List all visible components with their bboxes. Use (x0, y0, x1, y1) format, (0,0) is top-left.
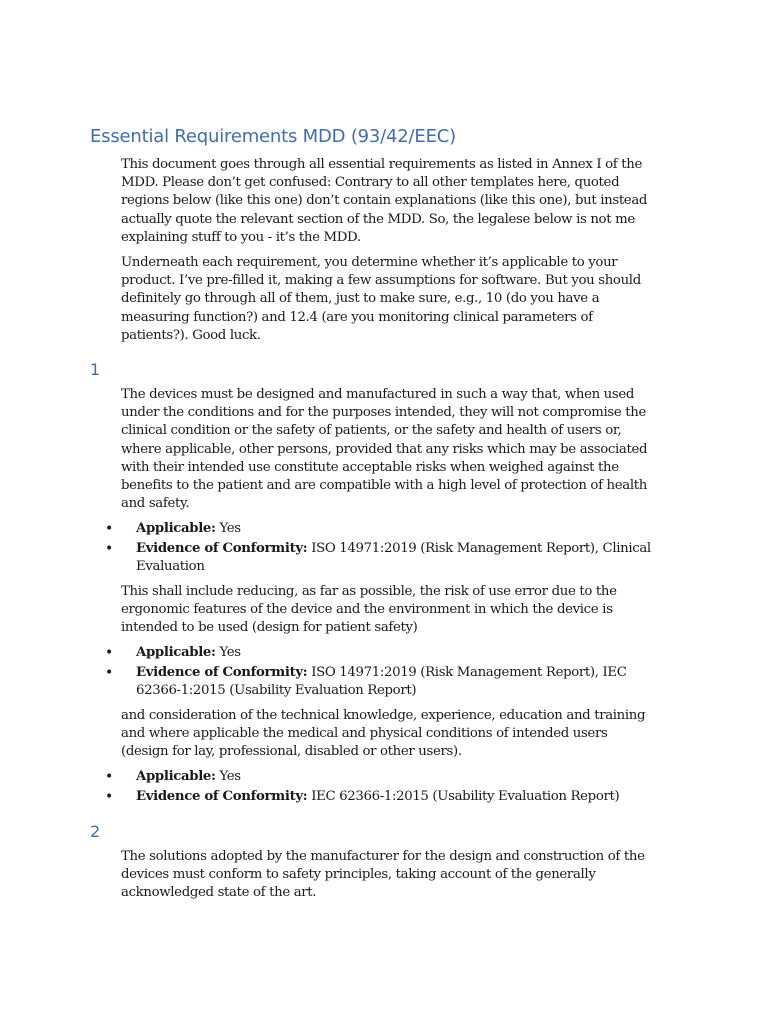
section-2-paragraph-1: The solutions adopted by the manufacturer for the design and construction of the devices must conform to safety principles, taking account of the generally acknowledged state of the art. (121, 849, 645, 901)
evidence-label: Evidence of Conformity: (136, 665, 308, 680)
section-1-paragraph-1: The devices must be designed and manufactured in such a way that, when used under the conditions and for the purposes intended, they will not compromise the clinical condition or the safety of patients, or the safety and health of users or, where applicable, other persons, provided that any risks which may be associated with their intended use constitute acceptable risks when weighed against the benefits to the patient and are compatible with a high level of protection of health and safety. (121, 387, 648, 512)
section-1-bullets-1 (105, 520, 667, 578)
applicable-label: Applicable: (136, 645, 216, 660)
section-heading-2: 2 (90, 822, 101, 841)
bullet-evidence (105, 788, 667, 806)
section-1-paragraph-2: This shall include reducing, as far as possible, the risk of use error due to the ergonomic features of the device and the environment in which the device is intended to be used (design for patient safety) (121, 584, 617, 636)
evidence-value: ISO 14971:2019 (Risk Management Report), IEC 62366-1:2015 (Usability Evaluation Report) (136, 665, 627, 698)
evidence-value: IEC 62366-1:2015 (Usability Evaluation Report) (311, 789, 620, 804)
bullet-applicable (105, 768, 667, 786)
applicable-value: Yes (219, 645, 241, 660)
section-1-bullets-3 (105, 768, 667, 808)
bullet-applicable (105, 644, 667, 662)
applicable-value: Yes (219, 521, 241, 536)
applicable-value: Yes (219, 769, 241, 784)
applicable-label: Applicable: (136, 769, 216, 784)
evidence-value: ISO 14971:2019 (Risk Management Report), Clinical Evaluation (136, 541, 651, 574)
evidence-label: Evidence of Conformity: (136, 789, 308, 804)
section-1-bullets-2 (105, 644, 667, 702)
document-title: Essential Requirements MDD (93/42/EEC) (90, 126, 456, 147)
applicable-label: Applicable: (136, 521, 216, 536)
intro-paragraph-1: This document goes through all essential requirements as listed in Annex I of the MDD. Please don’t get confused: Contrary to all other templates here, quoted regions below (like this one) don’t contain explanations (like this one), but instead actually quote the relevant section of the MDD. So, the legalese below is not me explaining stuff to you - it’s the MDD. (121, 157, 648, 245)
intro-paragraph-2: Underneath each requirement, you determine whether it’s applicable to your product. I’ve pre-filled it, making a few assumptions for software. But you should definitely go through all of them, just to make sure, e.g., 10 (do you have a measuring function?) and 12.4 (are you monitoring clinical parameters of patients?). Good luck. (121, 255, 641, 343)
section-heading-1: 1 (90, 360, 101, 379)
bullet-applicable (105, 520, 667, 538)
evidence-label: Evidence of Conformity: (136, 541, 308, 556)
section-1-paragraph-3: and consideration of the technical knowledge, experience, education and training and where applicable the medical and physical conditions of intended users (design for lay, professional, disabled or other users). (121, 708, 646, 760)
bullet-evidence (105, 540, 667, 576)
bullet-evidence (105, 664, 667, 700)
